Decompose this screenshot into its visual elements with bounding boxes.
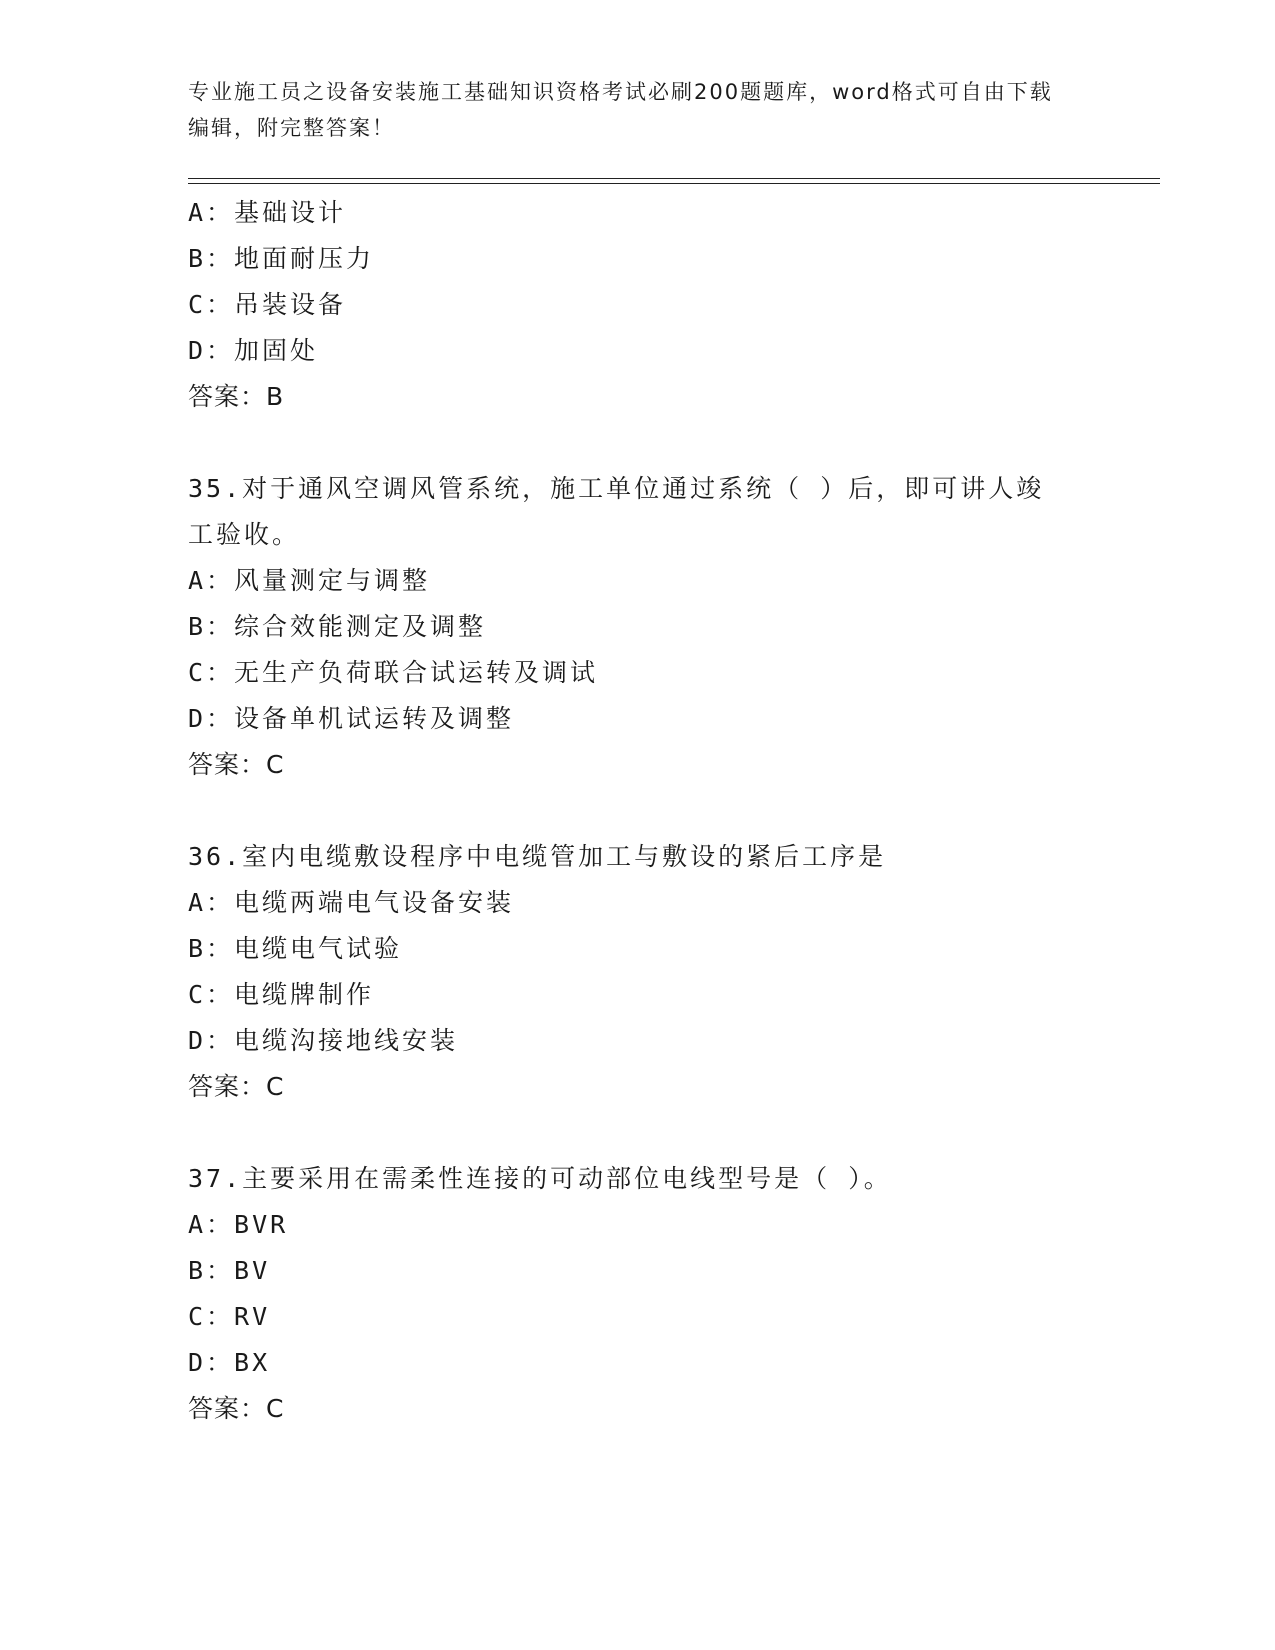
- header-divider-bottom: [188, 183, 1160, 184]
- option-d: D：BX: [188, 1348, 271, 1377]
- option-d: D：加固处: [188, 336, 319, 365]
- question-text-continued: 工验收。: [188, 520, 301, 549]
- answer-line: 答案：C: [188, 1394, 285, 1423]
- option-c: C：RV: [188, 1302, 271, 1331]
- question-text: 35.对于通风空调风管系统，施工单位通过系统（ ）后，即可讲人竣: [188, 474, 1045, 503]
- question-block: [188, 466, 1088, 788]
- option-c: C：无生产负荷联合试运转及调试: [188, 658, 599, 687]
- option-b: B：电缆电气试验: [188, 934, 403, 963]
- question-text: 36.室内电缆敷设程序中电缆管加工与敷设的紧后工序是: [188, 842, 887, 871]
- block-spacer: [188, 420, 1088, 466]
- answer-line: 答案：C: [188, 1072, 285, 1101]
- option-a: A：风量测定与调整: [188, 566, 431, 595]
- question-text: 37.主要采用在需柔性连接的可动部位电线型号是（ ）。: [188, 1164, 892, 1193]
- option-c: C：吊装设备: [188, 290, 347, 319]
- option-d: D：电缆沟接地线安装: [188, 1026, 459, 1055]
- header-divider-top: [188, 178, 1160, 179]
- option-a: A：BVR: [188, 1210, 289, 1239]
- option-b: B：地面耐压力: [188, 244, 375, 273]
- option-c: C：电缆牌制作: [188, 980, 375, 1009]
- block-spacer: [188, 1110, 1088, 1156]
- option-b: B：BV: [188, 1256, 271, 1285]
- question-list: [188, 190, 1088, 1432]
- question-block: [188, 1156, 1088, 1432]
- block-spacer: [188, 788, 1088, 834]
- question-block: [188, 190, 1088, 420]
- option-a: A：电缆两端电气设备安装: [188, 888, 515, 917]
- question-block: [188, 834, 1088, 1110]
- option-b: B：综合效能测定及调整: [188, 612, 487, 641]
- option-d: D：设备单机试运转及调整: [188, 704, 515, 733]
- answer-line: 答案：C: [188, 750, 285, 779]
- option-a: A：基础设计: [188, 198, 347, 227]
- answer-line: 答案：B: [188, 382, 285, 411]
- document-header: 专业施工员之设备安装施工基础知识资格考试必刷200题题库，word格式可自由下载编辑，附完整答案！: [188, 80, 1053, 140]
